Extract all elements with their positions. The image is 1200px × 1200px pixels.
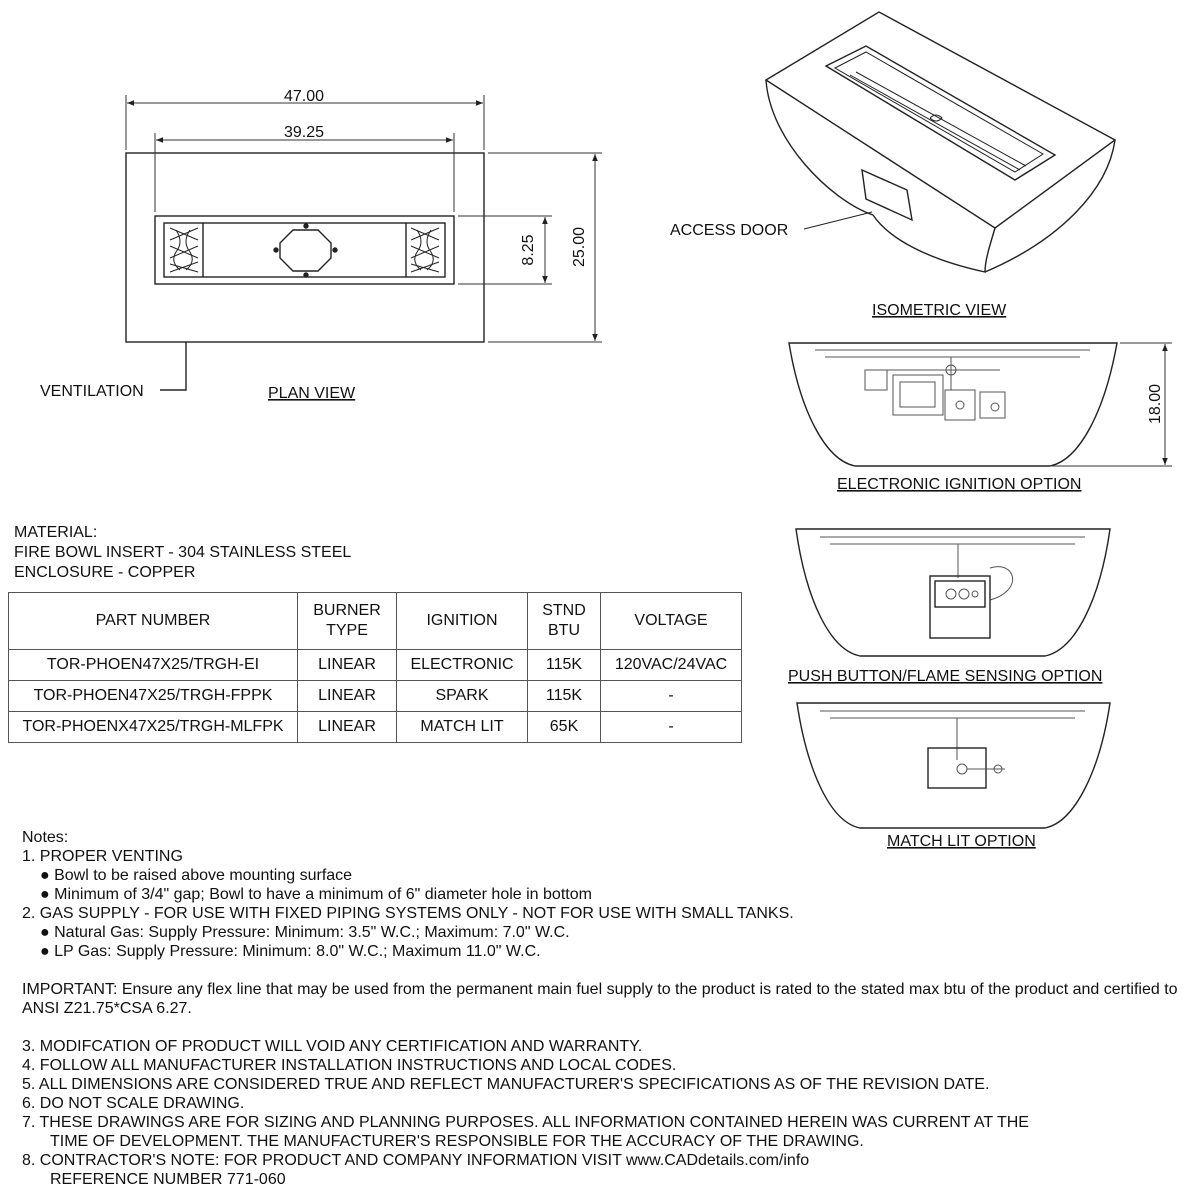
isometric-view (766, 12, 1115, 272)
cell-btu: 115K (528, 681, 601, 712)
iso-right-side (985, 140, 1115, 272)
pb-bowl (796, 529, 1110, 656)
ml-bowl (797, 703, 1110, 828)
note-4: 4. FOLLOW ALL MANUFACTURER INSTALLATION INSTRUCTIONS AND LOCAL CODES. (22, 1057, 677, 1074)
push-button-title: PUSH BUTTON/FLAME SENSING OPTION (788, 668, 1103, 685)
note-8a: 8. CONTRACTOR'S NOTE: FOR PRODUCT AND COMPANY INFORMATION VISIT www.CADdetails.com/info (22, 1152, 810, 1169)
table-row (9, 681, 742, 712)
burner-octagon (280, 230, 331, 271)
cell-btu: 115K (528, 650, 601, 681)
note-7b: TIME OF DEVELOPMENT. THE MANUFACTURER'S RESPONSIBLE FOR THE ACCURACY OF THE DRAWING. (50, 1133, 864, 1150)
note-2a: ● Natural Gas: Supply Pressure: Minimum: 3.5" W.C.; Maximum: 7.0" W.C. (40, 924, 570, 941)
notes-heading: Notes: (22, 829, 69, 846)
burner-insert-inner (164, 223, 445, 277)
note-3: 3. MODIFCATION OF PRODUCT WILL VOID ANY CERTIFICATION AND WARRANTY. (22, 1038, 643, 1055)
header-voltage: VOLTAGE (601, 593, 742, 650)
cell-part: TOR-PHOENX47X25/TRGH-MLFPK (9, 712, 298, 743)
cell-btu: 65K (528, 712, 601, 743)
table-row (9, 712, 742, 743)
electronic-ignition-view (789, 343, 1117, 466)
header-stnd-btu: STND BTU (528, 593, 601, 650)
header-ignition: IGNITION (397, 593, 528, 650)
dim-overall-width: 47.00 (283, 88, 325, 105)
cell-voltage: 120VAC/24VAC (601, 650, 742, 681)
note-2: 2. GAS SUPPLY - FOR USE WITH FIXED PIPING SYSTEMS ONLY - NOT FOR USE WITH SMALL TANKS. (22, 905, 794, 922)
access-door-label: ACCESS DOOR (670, 222, 789, 239)
cell-ignition: ELECTRONIC (397, 650, 528, 681)
cell-voltage: - (601, 712, 742, 743)
material-heading: MATERIAL: (14, 524, 98, 541)
note-1: 1. PROPER VENTING (22, 848, 183, 865)
plan-outline (126, 153, 484, 342)
ventilation-leader (160, 342, 186, 390)
ventilation-label: VENTILATION (40, 383, 144, 400)
table-header-row (9, 593, 742, 650)
dim-insert-depth: 8.25 (520, 234, 537, 266)
note-5: 5. ALL DIMENSIONS ARE CONSIDERED TRUE AND REFLECT MANUFACTURER'S SPECIFICATIONS AS OF THE REVISION DATE. (22, 1076, 990, 1093)
dim-insert-width: 39.25 (283, 124, 325, 141)
dim-height: 18.00 (1147, 383, 1164, 425)
ei-bowl (789, 343, 1117, 466)
cell-part: TOR-PHOEN47X25/TRGH-EI (9, 650, 298, 681)
cell-burner: LINEAR (298, 712, 397, 743)
material-line-insert: FIRE BOWL INSERT - 304 STAINLESS STEEL (14, 544, 352, 561)
material-line-enclosure: ENCLOSURE - COPPER (14, 564, 196, 581)
plan-dimensions (126, 95, 602, 342)
cell-ignition: MATCH LIT (397, 712, 528, 743)
electronic-ignition-title: ELECTRONIC IGNITION OPTION (837, 476, 1082, 493)
iso-trough (826, 46, 1055, 180)
note-1a: ● Bowl to be raised above mounting surface (40, 867, 353, 884)
cell-ignition: SPARK (397, 681, 528, 712)
push-button-view (796, 529, 1110, 656)
cell-burner: LINEAR (298, 650, 397, 681)
note-2b: ● LP Gas: Supply Pressure: Minimum: 8.0" W.C.; Maximum 11.0" W.C. (40, 943, 541, 960)
plan-view (126, 153, 484, 390)
cell-burner: LINEAR (298, 681, 397, 712)
cell-voltage: - (601, 681, 742, 712)
material-block (14, 523, 351, 583)
vent-pattern-right (411, 228, 439, 272)
note-8b: REFERENCE NUMBER 771-060 (50, 1171, 286, 1188)
match-lit-title: MATCH LIT OPTION (887, 833, 1036, 850)
vent-pattern-left (170, 228, 198, 272)
cell-part: TOR-PHOEN47X25/TRGH-FPPK (9, 681, 298, 712)
match-lit-view (797, 703, 1110, 828)
iso-top-face (766, 12, 1115, 228)
dim-overall-depth: 25.00 (571, 226, 588, 268)
note-1b: ● Minimum of 3/4" gap; Bowl to have a minimum of 6" diameter hole in bottom (40, 886, 592, 903)
iso-front-side (873, 215, 995, 272)
important-note: IMPORTANT: Ensure any flex line that may be used from the permanent main fuel supply to the product is rated to the stated max btu of the product and certified to ANSI Z21.75*CSA 6.27. (22, 981, 1178, 1017)
note-6: 6. DO NOT SCALE DRAWING. (22, 1095, 245, 1112)
part-number-table (8, 592, 742, 743)
header-part-number: PART NUMBER (9, 593, 298, 650)
iso-left-side (766, 80, 873, 215)
table-row (9, 650, 742, 681)
note-7a: 7. THESE DRAWINGS ARE FOR SIZING AND PLANNING PURPOSES. ALL INFORMATION CONTAINED HEREIN WAS CURRENT AT THE (22, 1114, 1029, 1131)
header-burner-type: BURNER TYPE (298, 593, 397, 650)
isometric-view-title: ISOMETRIC VIEW (872, 302, 1007, 319)
plan-view-title: PLAN VIEW (268, 385, 356, 402)
notes-block (22, 828, 1192, 1189)
